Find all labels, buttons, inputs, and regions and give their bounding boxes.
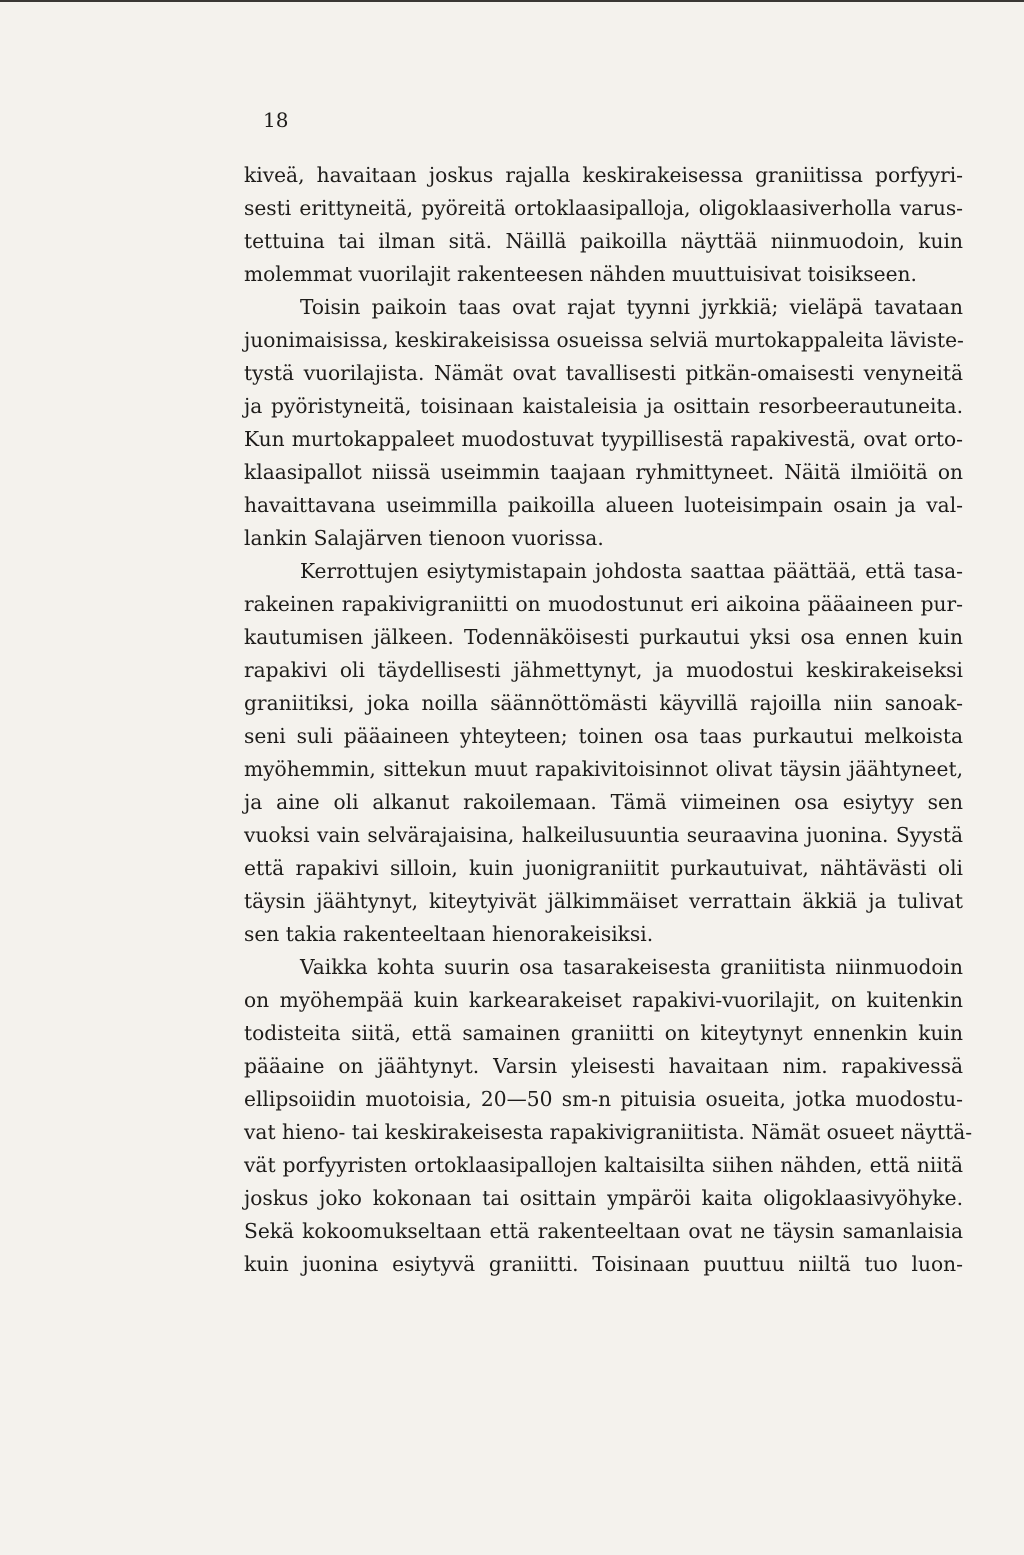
text-line: ja aine oli alkanut rakoilemaan. Tämä viimeinen osa esiytyy sen: [244, 790, 963, 814]
paragraph-2: [244, 291, 963, 555]
text-line: molemmat vuorilajit rakenteesen nähden muuttuisivat toisikseen.: [244, 262, 917, 286]
text-line: Sekä kokoomukseltaan että rakenteeltaan ovat ne täysin samanlaisia: [244, 1219, 963, 1243]
text-line: Kerrottujen esiytymistapain johdosta saattaa päättää, että tasa-: [300, 559, 963, 583]
text-line: että rapakivi silloin, kuin juonigraniitit purkautuivat, nähtävästi oli: [244, 856, 963, 880]
paragraph-3: [244, 555, 963, 951]
text-line: vät porfyyristen ortoklaasipallojen kaltaisilta siihen nähden, että niitä: [244, 1153, 963, 1177]
paragraph-1: [244, 159, 963, 291]
text-line: pääaine on jäähtynyt. Varsin yleisesti havaitaan nim. rapakivessä: [244, 1054, 963, 1078]
text-line: kiveä, havaitaan joskus rajalla keskirakeisessa graniitissa porfyyri-: [244, 163, 963, 187]
text-line: todisteita siitä, että samainen graniitti on kiteytynyt ennenkin kuin: [244, 1021, 963, 1045]
text-line: Kun murtokappaleet muodostuvat tyypillisestä rapakivestä, ovat orto-: [244, 427, 963, 451]
page-top-edge: [0, 0, 1024, 2]
text-line: kuin juonina esiytyvä graniitti. Toisinaan puuttuu niiltä tuo luon-: [244, 1252, 963, 1276]
paragraph-4: [244, 951, 973, 1281]
text-line: vuoksi vain selvärajaisina, halkeilusuuntia seuraavina juonina. Syystä: [244, 823, 963, 847]
text-line: graniitiksi, joka noilla säännöttömästi käyvillä rajoilla niin sanoak-: [244, 691, 963, 715]
text-line: myöhemmin, sittekun muut rapakivitoisinnot olivat täysin jäähtyneet,: [244, 757, 963, 781]
text-line: havaittavana useimmilla paikoilla alueen luoteisimpain osain ja val-: [244, 493, 963, 517]
text-line: juonimaisissa, keskirakeisissa osueissa selviä murtokappaleita läviste-: [244, 328, 964, 352]
text-line: ellipsoiidin muotoisia, 20—50 sm-n pituisia osueita, jotka muodostu-: [244, 1087, 963, 1111]
text-line: kautumisen jälkeen. Todennäköisesti purkautui yksi osa ennen kuin: [244, 625, 963, 649]
text-line: ja pyöristyneitä, toisinaan kaistaleisia ja osittain resorbeerautuneita.: [244, 394, 963, 418]
text-line: rapakivi oli täydellisesti jähmettynyt, ja muodostui keskirakeiseksi: [244, 658, 963, 682]
body-text: [244, 159, 973, 1281]
text-line: rakeinen rapakivigraniitti on muodostunut eri aikoina pääaineen pur-: [244, 592, 963, 616]
text-line: Toisin paikoin taas ovat rajat tyynni jyrkkiä; vieläpä tavataan: [300, 295, 963, 319]
text-line: täysin jäähtynyt, kiteytyivät jälkimmäiset verrattain äkkiä ja tulivat: [244, 889, 963, 913]
text-line: on myöhempää kuin karkearakeiset rapakivi-vuorilajit, on kuitenkin: [244, 988, 963, 1012]
text-line: tystä vuorilajista. Nämät ovat tavallisesti pitkän-omaisesti venyneitä: [244, 361, 963, 385]
text-line: joskus joko kokonaan tai osittain ympäröi kaita oligoklaasivyöhyke.: [244, 1186, 963, 1210]
page-number: 18: [263, 108, 289, 132]
text-line: lankin Salajärven tienoon vuorissa.: [244, 526, 604, 550]
text-line: seni suli pääaineen yhteyteen; toinen osa taas purkautui melkoista: [244, 724, 963, 748]
text-line: sesti erittyneitä, pyöreitä ortoklaasipalloja, oligoklaasiverholla varus-: [244, 196, 963, 220]
text-line: sen takia rakenteeltaan hienorakeisiksi.: [244, 922, 654, 946]
text-line: klaasipallot niissä useimmin taajaan ryhmittyneet. Näitä ilmiöitä on: [244, 460, 963, 484]
text-line: vat hieno- tai keskirakeisesta rapakivigraniitista. Nämät osueet näyttä-: [244, 1120, 973, 1144]
text-line: Vaikka kohta suurin osa tasarakeisesta graniitista niinmuodoin: [300, 955, 963, 979]
text-line: tettuina tai ilman sitä. Näillä paikoilla näyttää niinmuodoin, kuin: [244, 229, 963, 253]
